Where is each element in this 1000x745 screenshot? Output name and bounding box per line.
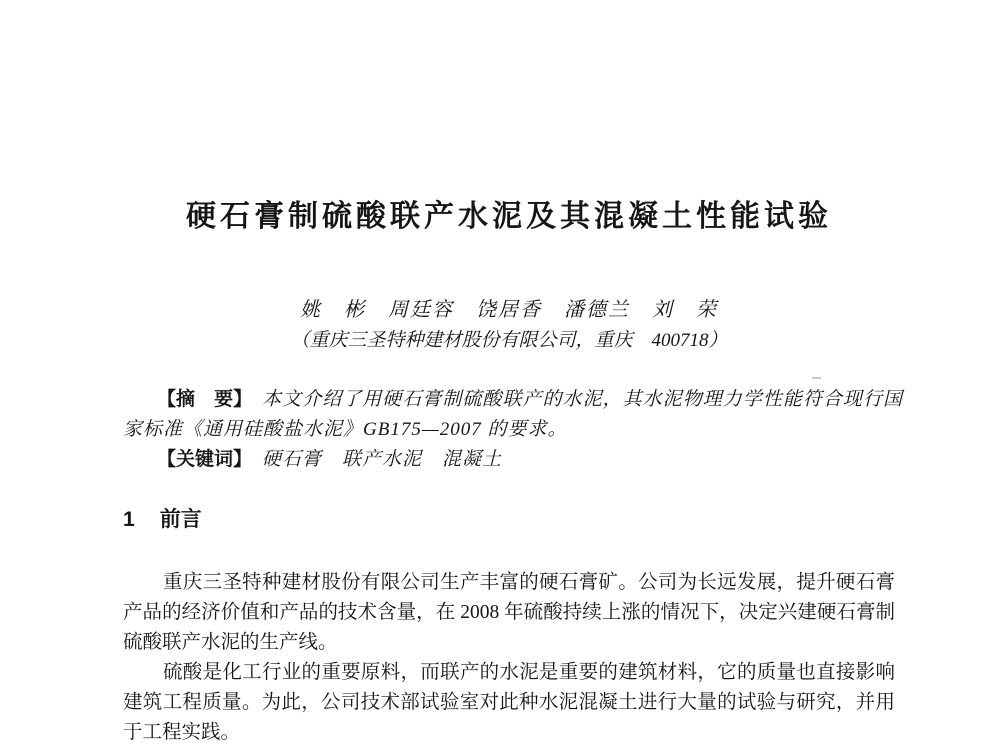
body-text [123, 568, 895, 745]
section-title: 前言 [159, 508, 202, 531]
abstract-text: 本文介绍了用硬石膏制硫酸联产的水泥，其水泥物理力学性能符合现行国家标准《通用硅酸盐水泥》GB175—2007 的要求。 [123, 389, 903, 440]
abstract-block [123, 385, 903, 445]
section-heading [123, 505, 202, 535]
body-paragraph-1: 重庆三圣特种建材股份有限公司生产丰富的硬石膏矿。公司为长远发展，提升硬石膏产品的经济价值和产品的技术含量，在 2008 年硫酸持续上涨的情况下，决定兴建硬石膏制硫酸联产水泥的生产线。 [123, 572, 895, 653]
body-paragraph-2: 硫酸是化工行业的重要原料，而联产的水泥是重要的建筑材料，它的质量也直接影响建筑工程质量。为此，公司技术部试验室对此种水泥混凝土进行大量的试验与研究，并用于工程实践。 [123, 662, 895, 743]
abstract-label: 【摘 要】 [157, 389, 253, 410]
keywords-text: 硬石膏 联产水泥 混凝土 [262, 449, 503, 470]
paper-title: 硬石膏制硫酸联产水泥及其混凝土性能试验 [186, 200, 832, 233]
keywords-label: 【关键词】 [157, 449, 253, 470]
affiliation-line: （重庆三圣特种建材股份有限公司，重庆 400718） [290, 330, 728, 351]
keywords-block [123, 445, 903, 475]
authors-line: 姚 彬 周廷容 饶居香 潘德兰 刘 荣 [300, 299, 718, 321]
scan-artifact-speck [812, 377, 821, 379]
section-number: 1 [123, 508, 135, 531]
